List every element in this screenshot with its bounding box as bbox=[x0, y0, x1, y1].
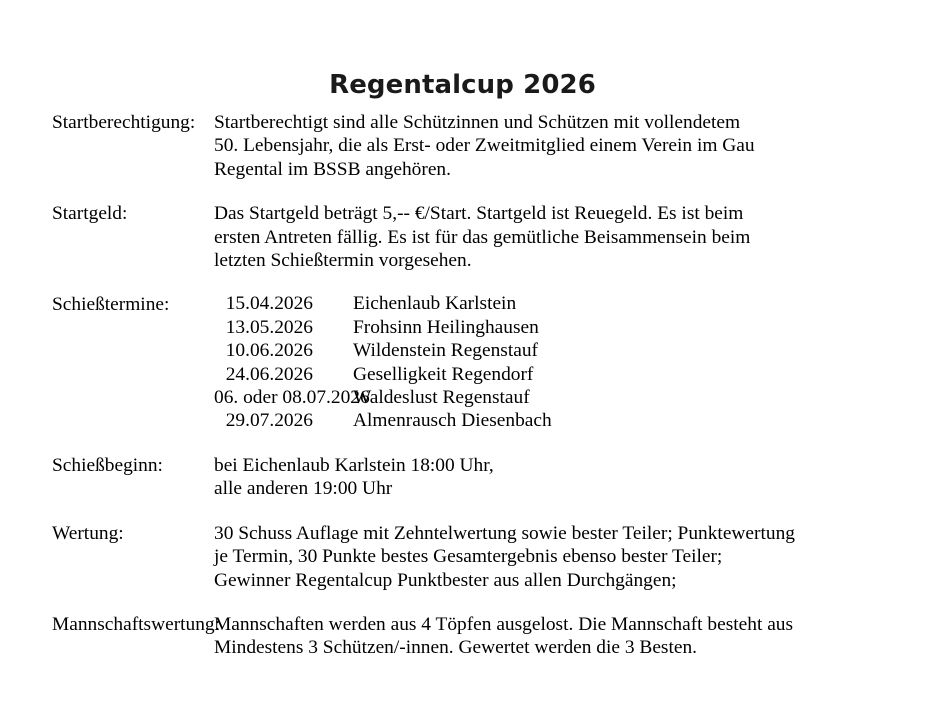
section-schiesstermine bbox=[0, 293, 925, 432]
schedule-date bbox=[214, 292, 313, 315]
schedule-date-value: 10.06.2026 bbox=[225, 340, 313, 362]
schedule-venue: Eichenlaub Karlstein bbox=[353, 293, 517, 315]
schedule-date-value: 24.06.2026 bbox=[225, 363, 313, 385]
schedule-row bbox=[214, 292, 925, 315]
section-label-mannschaftswertung: Mannschaftswertung: bbox=[52, 613, 221, 635]
schedule-row bbox=[214, 316, 925, 339]
text-line: 50. Lebensjahr, die als Erst- oder Zweitmitglied einem Verein im Gau bbox=[214, 135, 755, 157]
schedule-date-prefix: 06. oder bbox=[214, 387, 283, 409]
text-line: ersten Antreten fällig. Es ist für das gemütliche Beisammensein beim bbox=[214, 226, 751, 248]
section-body-mannschaftswertung bbox=[214, 613, 925, 660]
section-body-startgeld bbox=[214, 202, 925, 272]
page-title: Regentalcup 2026 bbox=[329, 70, 596, 101]
text-line: bei Eichenlaub Karlstein 18:00 Uhr, bbox=[214, 454, 494, 476]
document-body bbox=[0, 111, 925, 660]
schedule-date bbox=[214, 386, 370, 409]
schedule-date bbox=[214, 363, 313, 386]
schedule-date-value: 08.07.2026 bbox=[282, 387, 370, 409]
section-body-startberechtigung bbox=[214, 111, 925, 181]
schedule-venue: Frohsinn Heilinghausen bbox=[353, 316, 539, 338]
section-mannschaftswertung bbox=[0, 613, 925, 660]
text-line: letzten Schießtermin vorgesehen. bbox=[214, 250, 472, 272]
text-line: alle anderen 19:00 Uhr bbox=[214, 478, 393, 500]
text-line: Startberechtigt sind alle Schützinnen und Schützen mit vollendetem bbox=[214, 112, 741, 133]
section-body-schiesstermine bbox=[214, 293, 925, 432]
schedule-date-value: 13.05.2026 bbox=[225, 316, 313, 338]
schedule-date bbox=[214, 316, 313, 339]
text-line: Regental im BSSB angehören. bbox=[214, 158, 451, 180]
schedule-venue: Almenrausch Diesenbach bbox=[353, 410, 552, 432]
section-startberechtigung bbox=[0, 111, 925, 181]
schedule-venue: Waldeslust Regenstauf bbox=[353, 387, 530, 409]
section-label-schiessbeginn: Schießbeginn: bbox=[52, 454, 163, 476]
schedule-row bbox=[214, 363, 925, 386]
schedule-venue: Wildenstein Regenstauf bbox=[353, 340, 538, 362]
section-body-schiessbeginn bbox=[214, 454, 925, 501]
section-wertung bbox=[0, 522, 925, 592]
section-body-wertung bbox=[214, 522, 925, 592]
section-label-startberechtigung: Startberechtigung: bbox=[52, 112, 196, 133]
section-schiessbeginn bbox=[0, 454, 925, 501]
schedule-date-value: 15.04.2026 bbox=[225, 293, 313, 315]
text-line: 30 Schuss Auflage mit Zehntelwertung sowie bester Teiler; Punktewertung bbox=[214, 522, 795, 544]
text-line: Gewinner Regentalcup Punktbester aus allen Durchgängen; bbox=[214, 569, 677, 591]
section-label-wertung: Wertung: bbox=[52, 522, 124, 544]
text-line: Mindestens 3 Schützen/-innen. Gewertet werden die 3 Besten. bbox=[214, 637, 698, 659]
text-line: Mannschaften werden aus 4 Töpfen ausgelost. Die Mannschaft besteht aus bbox=[214, 613, 794, 635]
schedule-date bbox=[214, 339, 313, 362]
section-label-startgeld: Startgeld: bbox=[52, 203, 128, 225]
schedule-date-value: 29.07.2026 bbox=[225, 410, 313, 432]
schedule-date bbox=[214, 409, 313, 432]
schedule-table bbox=[214, 292, 925, 432]
text-line: Das Startgeld beträgt 5,-- €/Start. Startgeld ist Reuegeld. Es ist beim bbox=[214, 203, 744, 225]
schedule-row bbox=[214, 386, 925, 409]
schedule-venue: Geselligkeit Regendorf bbox=[353, 363, 534, 385]
schedule-row bbox=[214, 339, 925, 362]
section-label-schiesstermine: Schießtermine: bbox=[52, 294, 170, 316]
text-line: je Termin, 30 Punkte bestes Gesamtergebnis ebenso bester Teiler; bbox=[214, 546, 723, 568]
schedule-row bbox=[214, 409, 925, 432]
section-startgeld bbox=[0, 202, 925, 272]
